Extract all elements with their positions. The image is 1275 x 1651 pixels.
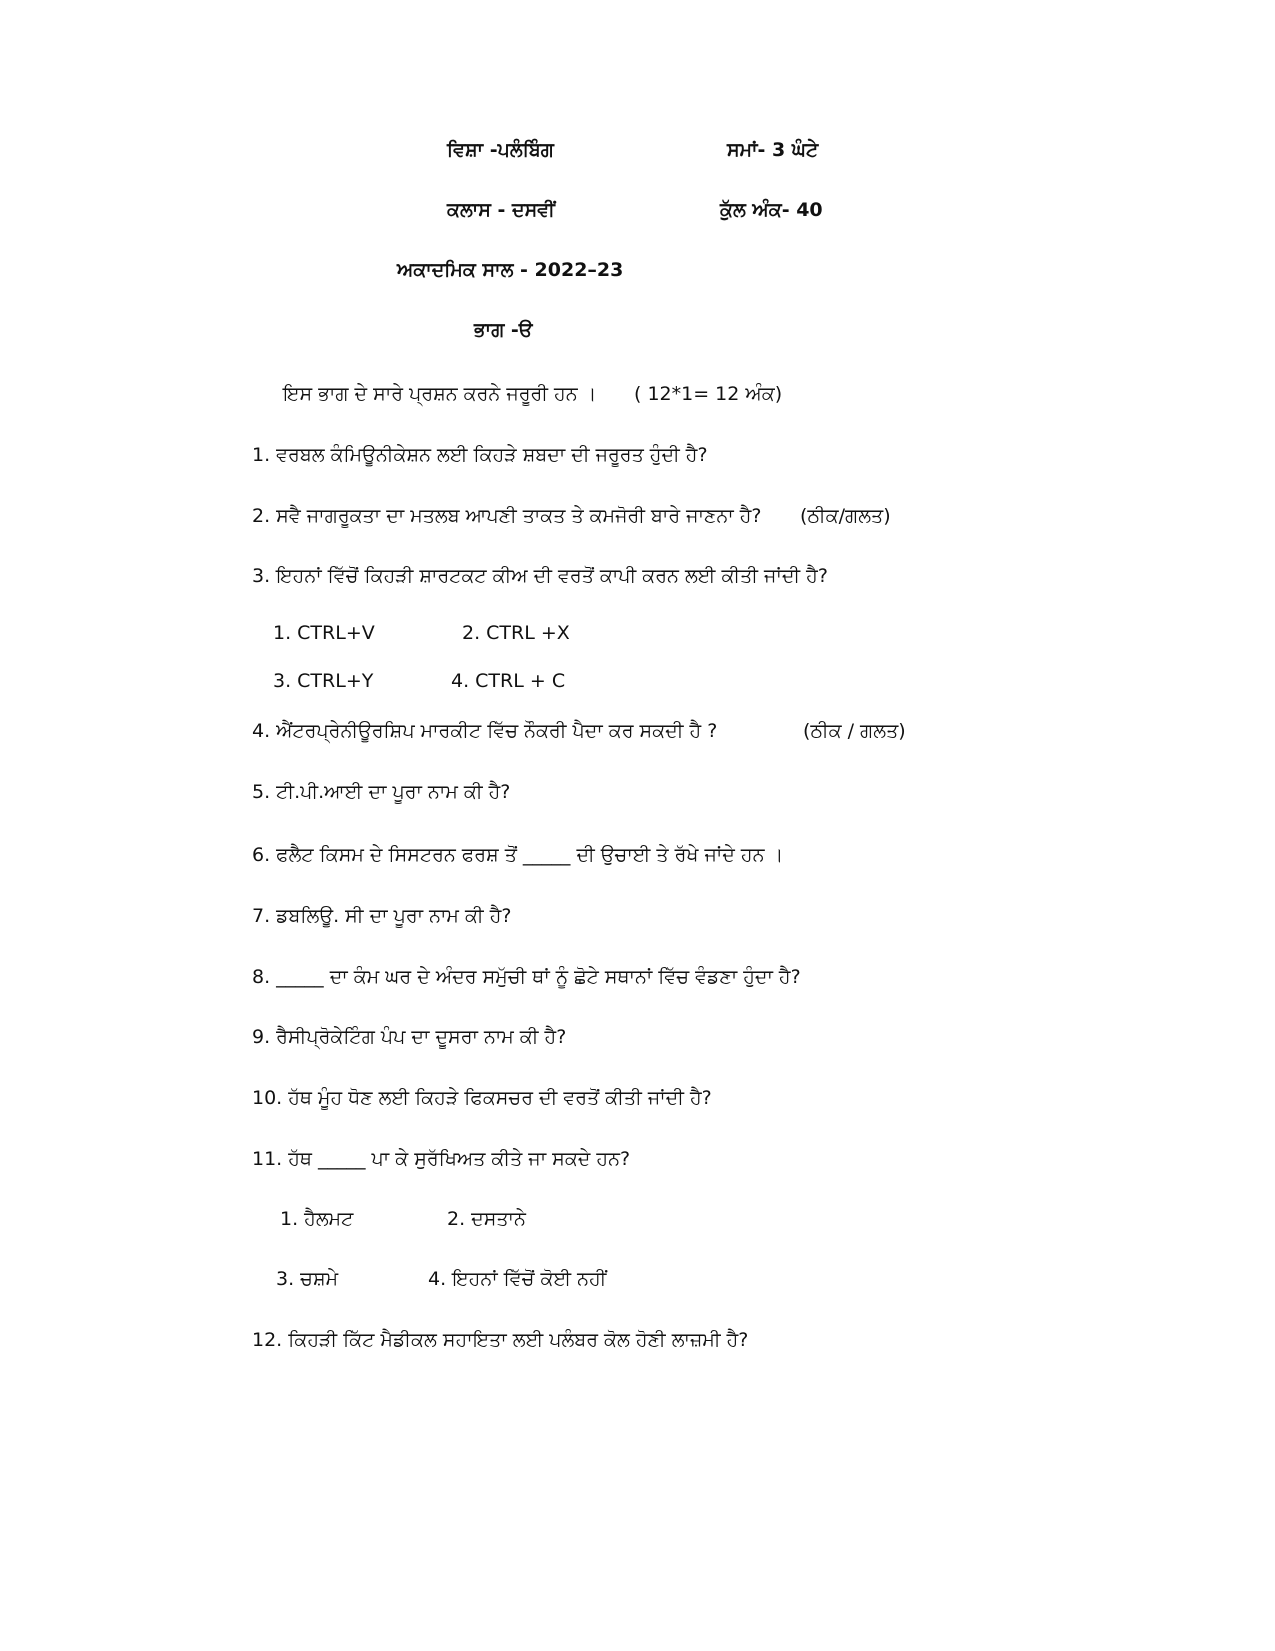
question-4-note: (ਠੀਕ / ਗਲਤ) <box>803 720 906 742</box>
time-heading: ਸਮਾਂ- 3 ਘੰਟੇ <box>727 139 819 161</box>
question-11-option-3: 3. ਚਸ਼ਮੇ <box>276 1268 339 1290</box>
question-11-option-4: 4. ਇਹਨਾਂ ਵਿੱਚੋਂ ਕੋਈ ਨਹੀਂ <box>428 1268 607 1290</box>
question-12: 12. ਕਿਹੜੀ ਕਿੱਟ ਮੈਡੀਕਲ ਸਹਾਇਤਾ ਲਈ ਪਲੰਬਰ ਕੋਲ ਹੋਣੀ ਲਾਜ਼ਮੀ ਹੈ? <box>252 1329 749 1351</box>
question-3-option-3: 3. CTRL+Y <box>273 670 374 692</box>
question-2: 2. ਸਵੈ ਜਾਗਰੂਕਤਾ ਦਾ ਮਤਲਬ ਆਪਣੀ ਤਾਕਤ ਤੇ ਕਮਜੋਰੀ ਬਾਰੇ ਜਾਣਨਾ ਹੈ? <box>252 505 762 527</box>
question-11-option-1: 1. ਹੈਲਮਟ <box>280 1208 354 1230</box>
question-11: 11. ਹੱਥ _____ ਪਾ ਕੇ ਸੁਰੱਖਿਅਤ ਕੀਤੇ ਜਾ ਸਕਦੇ ਹਨ? <box>252 1148 631 1170</box>
instruction-marks: ( 12*1= 12 ਅੰਕ) <box>634 383 783 405</box>
instruction-text: ਇਸ ਭਾਗ ਦੇ ਸਾਰੇ ਪ੍ਰਸ਼ਨ ਕਰਨੇ ਜਰੂਰੀ ਹਨ । <box>283 383 597 405</box>
question-8: 8. _____ ਦਾ ਕੰਮ ਘਰ ਦੇ ਅੰਦਰ ਸਮੁੱਚੀ ਥਾਂ ਨੂੰ ਛੋਟੇ ਸਥਾਨਾਂ ਵਿੱਚ ਵੰਡਣਾ ਹੁੰਦਾ ਹੈ? <box>252 966 801 988</box>
academic-year-heading: ਅਕਾਦਮਿਕ ਸਾਲ - 2022–23 <box>397 259 624 281</box>
question-2-note: (ਠੀਕ/ਗਲਤ) <box>800 505 891 527</box>
section-heading: ਭਾਗ -ੳ <box>474 319 533 341</box>
question-4: 4. ਐਂਟਰਪ੍ਰੇਨੀਊਰਸ਼ਿਪ ਮਾਰਕੀਟ ਵਿੱਚ ਨੌਕਰੀ ਪੈਦਾ ਕਰ ਸਕਦੀ ਹੈ ? <box>252 720 718 742</box>
question-3: 3. ਇਹਨਾਂ ਵਿੱਚੋਂ ਕਿਹੜੀ ਸ਼ਾਰਟਕਟ ਕੀਅ ਦੀ ਵਰਤੋਂ ਕਾਪੀ ਕਰਨ ਲਈ ਕੀਤੀ ਜਾਂਦੀ ਹੈ? <box>252 565 828 587</box>
question-5: 5. ਟੀ.ਪੀ.ਆਈ ਦਾ ਪੂਰਾ ਨਾਮ ਕੀ ਹੈ? <box>252 781 511 803</box>
question-7: 7. ਡਬਲਿਊ. ਸੀ ਦਾ ਪੂਰਾ ਨਾਮ ਕੀ ਹੈ? <box>252 905 512 927</box>
subject-heading: ਵਿਸ਼ਾ -ਪਲੰਬਿੰਗ <box>447 139 554 161</box>
question-9: 9. ਰੈਸੀਪ੍ਰੋਕੇਟਿੰਗ ਪੰਪ ਦਾ ਦੂਸਰਾ ਨਾਮ ਕੀ ਹੈ? <box>252 1026 567 1048</box>
question-6: 6. ਫਲੈਟ ਕਿਸਮ ਦੇ ਸਿਸਟਰਨ ਫਰਸ਼ ਤੋਂ _____ ਦੀ ਉਚਾਈ ਤੇ ਰੱਖੇ ਜਾਂਦੇ ਹਨ । <box>252 844 784 866</box>
question-3-option-1: 1. CTRL+V <box>273 622 375 644</box>
class-heading: ਕਲਾਸ - ਦਸਵੀਂ <box>447 199 555 221</box>
question-3-option-4: 4. CTRL + C <box>451 670 566 692</box>
total-marks-heading: ਕੁੱਲ ਅੰਕ- 40 <box>720 199 823 221</box>
question-10: 10. ਹੱਥ ਮੂੰਹ ਧੋਣ ਲਈ ਕਿਹੜੇ ਫਿਕਸਚਰ ਦੀ ਵਰਤੋਂ ਕੀਤੀ ਜਾਂਦੀ ਹੈ? <box>252 1087 712 1109</box>
question-3-option-2: 2. CTRL +X <box>462 622 570 644</box>
question-11-option-2: 2. ਦਸਤਾਨੇ <box>447 1208 526 1230</box>
question-1: 1. ਵਰਬਲ ਕੰਮਿਊਨੀਕੇਸ਼ਨ ਲਈ ਕਿਹੜੇ ਸ਼ਬਦਾ ਦੀ ਜਰੂਰਤ ਹੁੰਦੀ ਹੈ? <box>252 444 708 466</box>
